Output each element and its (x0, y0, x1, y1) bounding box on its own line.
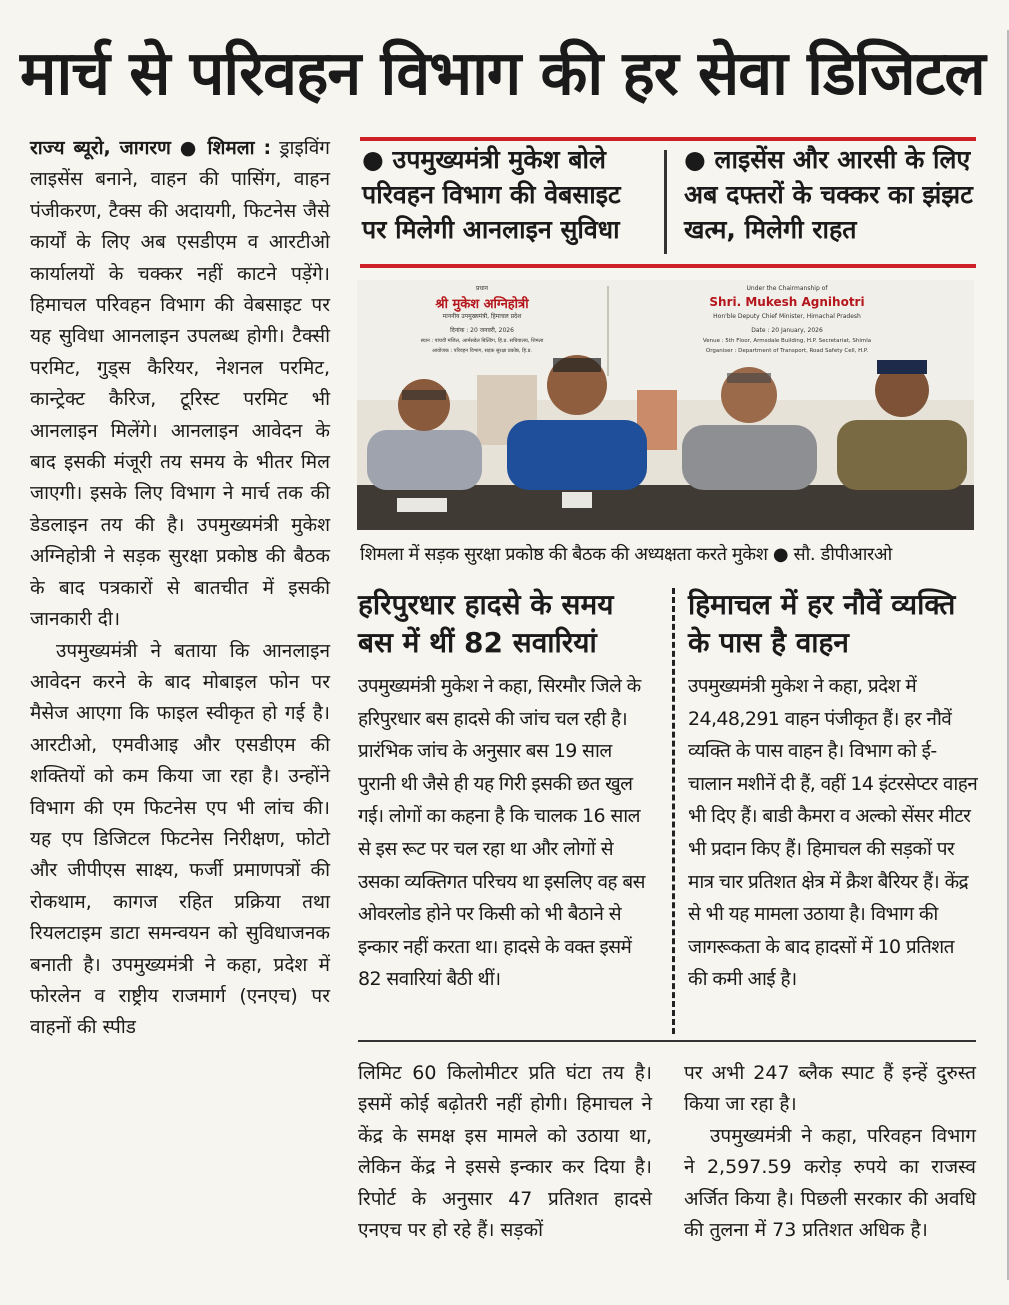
headline: मार्च से परिवहन विभाग की हर सेवा डिजिटल (20, 38, 985, 109)
story3-heading: हिमाचल में हर नौवें व्यक्ति के पास है वाहन (688, 588, 956, 659)
dateline: राज्य ब्यूरो, जागरण ● शिमला : (30, 137, 272, 159)
highlight-divider (664, 150, 667, 254)
story3-body: उपमुख्यमंत्री मुकेश ने कहा, प्रदेश में 24,48,291 वाहन पंजीकृत हैं। हर नौवें व्यक्ति के पास वाहन है। विभाग को ई-चालान मशीनें दी हैं, वहीं 14 इंटरसेप्टर वाहन भी दिए हैं। बाडी कैमरा व अल्को सेंसर मीटर भी प्रदान किए हैं। हिमाचल की सड़कों पर मात्र चार प्रतिशत क्षेत्र में क्रैश बैरियर हैं। केंद्र से भी यह मामला उठाया है। विभाग की जागरूकता के बाद हादसों में 10 प्रतिशत की कमी आई है। (688, 675, 978, 991)
highlight-right: ● लाइसेंस और आरसी के लिए अब दफ्तरों के चक्कर का झंझट खत्म, मिलेगी राहत (684, 145, 973, 244)
banner-left-line-6: आयोजक : परिवहन विभाग, सड़क सुरक्षा प्रकोष्ठ, हि.प्र. (431, 348, 533, 354)
banner-right-line-5: Venue : 5th Floor, Armsdale Building, H.P. Secretariat, Shimla (702, 338, 872, 344)
meeting-photo (357, 280, 974, 530)
banner-left-line-1: प्रधान (476, 285, 488, 292)
story2-body: उपमुख्यमंत्री मुकेश ने कहा, सिरमौर जिले के हरिपुरधार बस हादसे की जांच चल रही है। प्रारंभिक जांच के अनुसार बस 19 साल पुरानी थी जैसे ही यह गिरी इसकी छत खुल गई। लोगों का कहना है कि चालक 16 साल से इस रूट पर चल रहा था और लोगों से उसका व्यक्तिगत परिचय था इसलिए वह बस ओवरलोड होने पर किसी को भी बैठाने से इन्कार नहीं करता था। हादसे के वक्त इसमें 82 सवारियां बैठी थीं। (358, 675, 645, 991)
lead-continuation-col2 (358, 1058, 652, 1246)
banner-right-line-4: Date : 20 January, 2026 (751, 327, 823, 334)
lead-continuation-col3-p1: पर अभी 247 ब्लैक स्पाट हैं इन्हें दुरुस्त किया जा रहा है। (684, 1062, 976, 1116)
story2-heading: हरिपुरधार हादसे के समय बस में थीं 82 सवारियां (358, 588, 614, 659)
continuation-rule (358, 1040, 976, 1042)
banner-left-line-4: दिनांक : 20 जनवरी, 2026 (450, 327, 514, 334)
banner-left-line-5: स्थान : पांचवीं मंजिल, आर्मसडेल बिल्डिंग, हि.प्र. सचिवालय, शिमला (420, 338, 544, 344)
banner-right-line-1: Under the Chairmanship of (746, 285, 828, 292)
banner-right-line-6: Organiser : Department of Transport, Road Safety Cell, H.P. (705, 348, 869, 354)
banner-left-line-3: माननीय उपमुख्यमंत्री, हिमाचल प्रदेश (442, 313, 522, 320)
highlight-bottom-rule (360, 264, 976, 268)
highlight-top-rule (360, 137, 976, 141)
banner-left-line-2: श्री मुकेश अग्निहोत्री (435, 297, 529, 312)
lead-continuation-col3 (684, 1058, 976, 1246)
lead-story-column (30, 133, 330, 1044)
lead-continuation-col2-text: लिमिट 60 किलोमीटर प्रति घंटा तय है। इसमें कोई बढ़ोतरी नहीं होगी। हिमाचल ने केंद्र के समक्ष इस मामले को उठाया था, लेकिन केंद्र ने इससे इन्कार कर दिया है। रिपोर्ट के अनुसार 47 प्रतिशत हादसे एनएच पर हो रहे हैं। सड़कों (358, 1062, 652, 1242)
highlight-left: ● उपमुख्यमंत्री मुकेश बोले परिवहन विभाग की वेबसाइट पर मिलेगी आनलाइन सुविधा (362, 145, 621, 244)
banner-right-line-2: Shri. Mukesh Agnihotri (709, 295, 865, 309)
lead-continuation-col3-p2: उपमुख्यमंत्री ने कहा, परिवहन विभाग ने 2,597.59 करोड़ रुपये का राजस्व अर्जित किया है। पिछली सरकार की अवधि की तुलना में 73 प्रतिशत अधिक है। (684, 1124, 976, 1242)
banner-right-line-3: Hon'ble Deputy Chief Minister, Himachal Pradesh (713, 313, 861, 320)
lead-paragraph-1 (30, 133, 330, 636)
story-divider (672, 588, 675, 1034)
photo-caption: शिमला में सड़क सुरक्षा प्रकोष्ठ की बैठक की अध्यक्षता करते मुकेश ● सौ. डीपीआरओ (360, 544, 892, 565)
lead-paragraph-2: उपमुख्यमंत्री ने बताया कि आनलाइन आवेदन करने के बाद मोबाइल फोन पर मैसेज आएगा कि फाइल स्वीकृत हो गई है। आरटीओ, एमवीआइ और एसडीएम की शक्तियों को कम किया जा रहा है। उन्होंने विभाग की एम फिटनेस एप भी लांच की। यह एप डिजिटल फिटनेस निरीक्षण, फोटो और जीपीएस साक्ष्य, फर्जी प्रमाणपत्रों की रोकथाम, कागज रहित प्रक्रिया तथा रियलटाइम डाटा समन्वयन को सुविधाजनक बनाती है। उपमुख्यमंत्री ने कहा, प्रदेश में फोरलेन व राष्ट्रीय राजमार्ग (एनएच) पर वाहनों की स्पीड (30, 639, 330, 1039)
lead-paragraph-1-text: ड्राइविंग लाइसेंस बनाने, वाहन की पासिंग, वाहन पंजीकरण, टैक्स की अदायगी, फिटनेस जैसे कार्यों के लिए अब एसडीएम व आरटीओ कार्यालयों के चक्कर नहीं काटने पड़ेंगे। हिमाचल परिवहन विभाग की वेबसाइट पर यह सुविधा आनलाइन उपलब्ध होगी। टैक्सी परमिट, गुड्स कैरियर, नेशनल परमिट, कान्ट्रेक्ट कैरिज, टूरिस्ट परमिट भी आनलाइन मिलेंगे। आनलाइन आवेदन के बाद इसकी मंजूरी तय समय के भीतर मिल जाएगी। इसके लिए विभाग ने मार्च तक की डेडलाइन तय की है। उपमुख्यमंत्री मुकेश अग्निहोत्री ने सड़क सुरक्षा प्रकोष्ठ की बैठक के बाद पत्रकारों से बातचीत में इसकी जानकारी दी। (30, 137, 330, 631)
